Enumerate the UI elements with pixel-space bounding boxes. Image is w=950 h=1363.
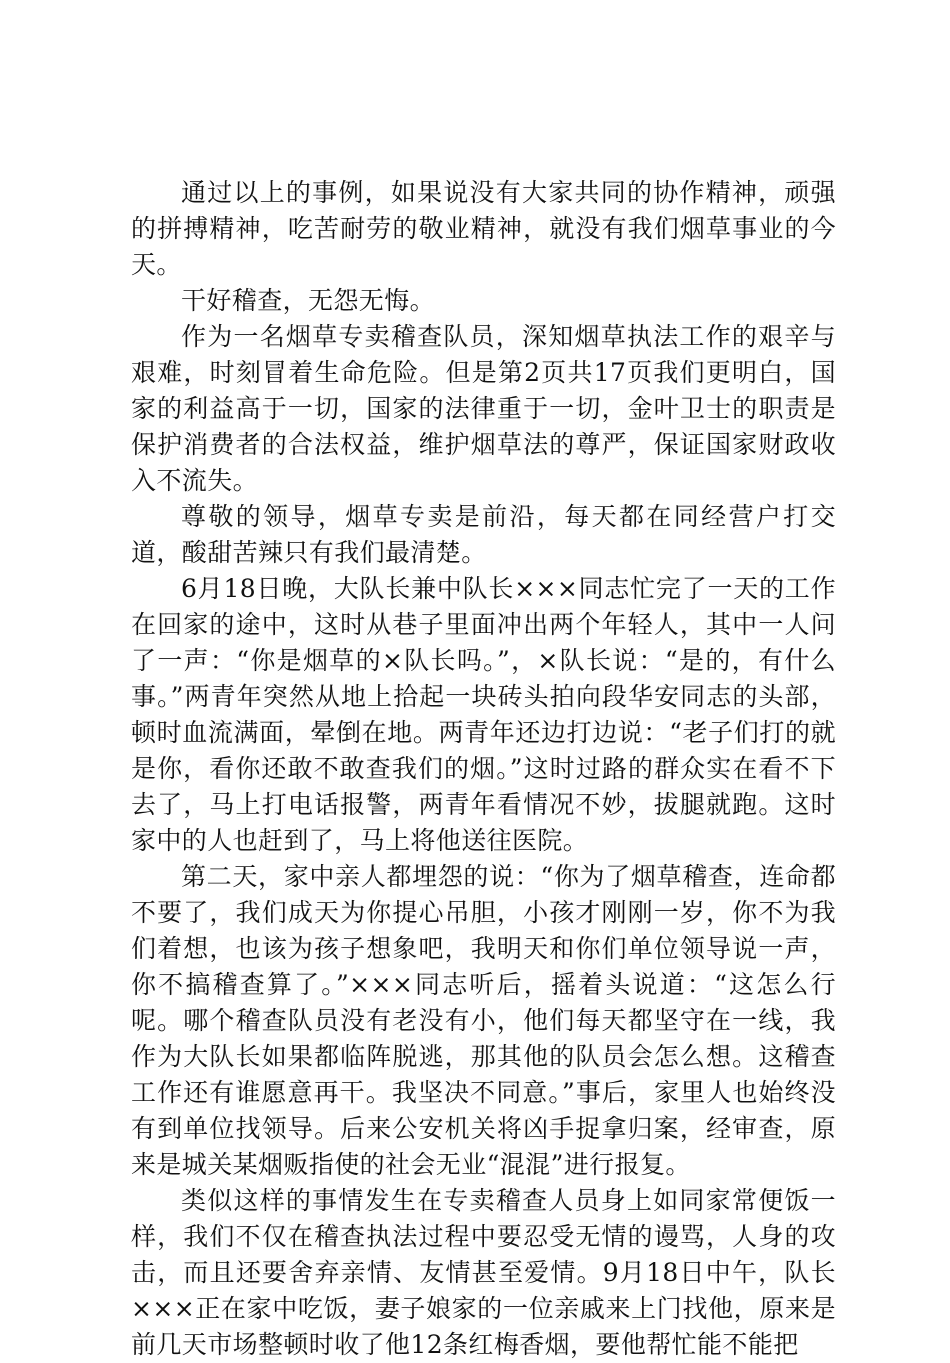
document-body — [131, 175, 836, 1363]
paragraph: 6月18日晚，大队长兼中队长×××同志忙完了一天的工作在回家的途中，这时从巷子里面冲出两个年轻人，其中一人问了一声：“你是烟草的×队长吗。”，×队长说：“是的，有什么事。”两青年突然从地上拾起一块砖头拍向段华安同志的头部，顿时血流满面，晕倒在地。两青年还边打边说：“老子们打的就是你，看你还敢不敢查我们的烟。”这时过路的群众实在看不下去了，马上打电话报警，两青年看情况不妙，拔腿就跑。这时家中的人也赶到了，马上将他送往医院。 — [131, 574, 836, 855]
paragraph: 尊敬的领导，烟草专卖是前沿，每天都在同经营户打交道，酸甜苦辣只有我们最清楚。 — [131, 502, 836, 567]
paragraph: 作为一名烟草专卖稽查队员，深知烟草执法工作的艰辛与艰难，时刻冒着生命危险。但是第2页共17页我们更明白，国家的利益高于一切，国家的法律重于一切，金叶卫士的职责是保护消费者的合法权益，维护烟草法的尊严，保证国家财政收入不流失。 — [131, 322, 836, 495]
paragraph: 干好稽查，无怨无悔。 — [181, 286, 436, 315]
paragraph: 类似这样的事情发生在专卖稽查人员身上如同家常便饭一样，我们不仅在稽查执法过程中要忍受无情的谩骂，人身的攻击，而且还要舍弃亲情、友情甚至爱情。9月18日中午，队长×××正在家中吃饭，妻子娘家的一位亲戚来上门找他，原来是前几天市场整顿时收了他12条红梅香烟，要他帮忙能不能把 — [131, 1186, 836, 1359]
paragraph: 通过以上的事例，如果说没有大家共同的协作精神，顽强的拼搏精神，吃苦耐劳的敬业精神，就没有我们烟草事业的今天。 — [131, 178, 836, 279]
paragraph: 第二天，家中亲人都埋怨的说：“你为了烟草稽查，连命都不要了，我们成天为你提心吊胆，小孩才刚刚一岁，你不为我们着想，也该为孩子想象吧，我明天和你们单位领导说一声，你不搞稽查算了。”×××同志听后，摇着头说道：“这怎么行呢。哪个稽查队员没有老没有小，他们每天都坚守在一线，我作为大队长如果都临阵脱逃，那其他的队员会怎么想。这稽查工作还有谁愿意再干。我坚决不同意。”事后，家里人也始终没有到单位找领导。后来公安机关将凶手捉拿归案，经审查，原来是城关某烟贩指使的社会无业“混混”进行报复。 — [131, 862, 836, 1179]
